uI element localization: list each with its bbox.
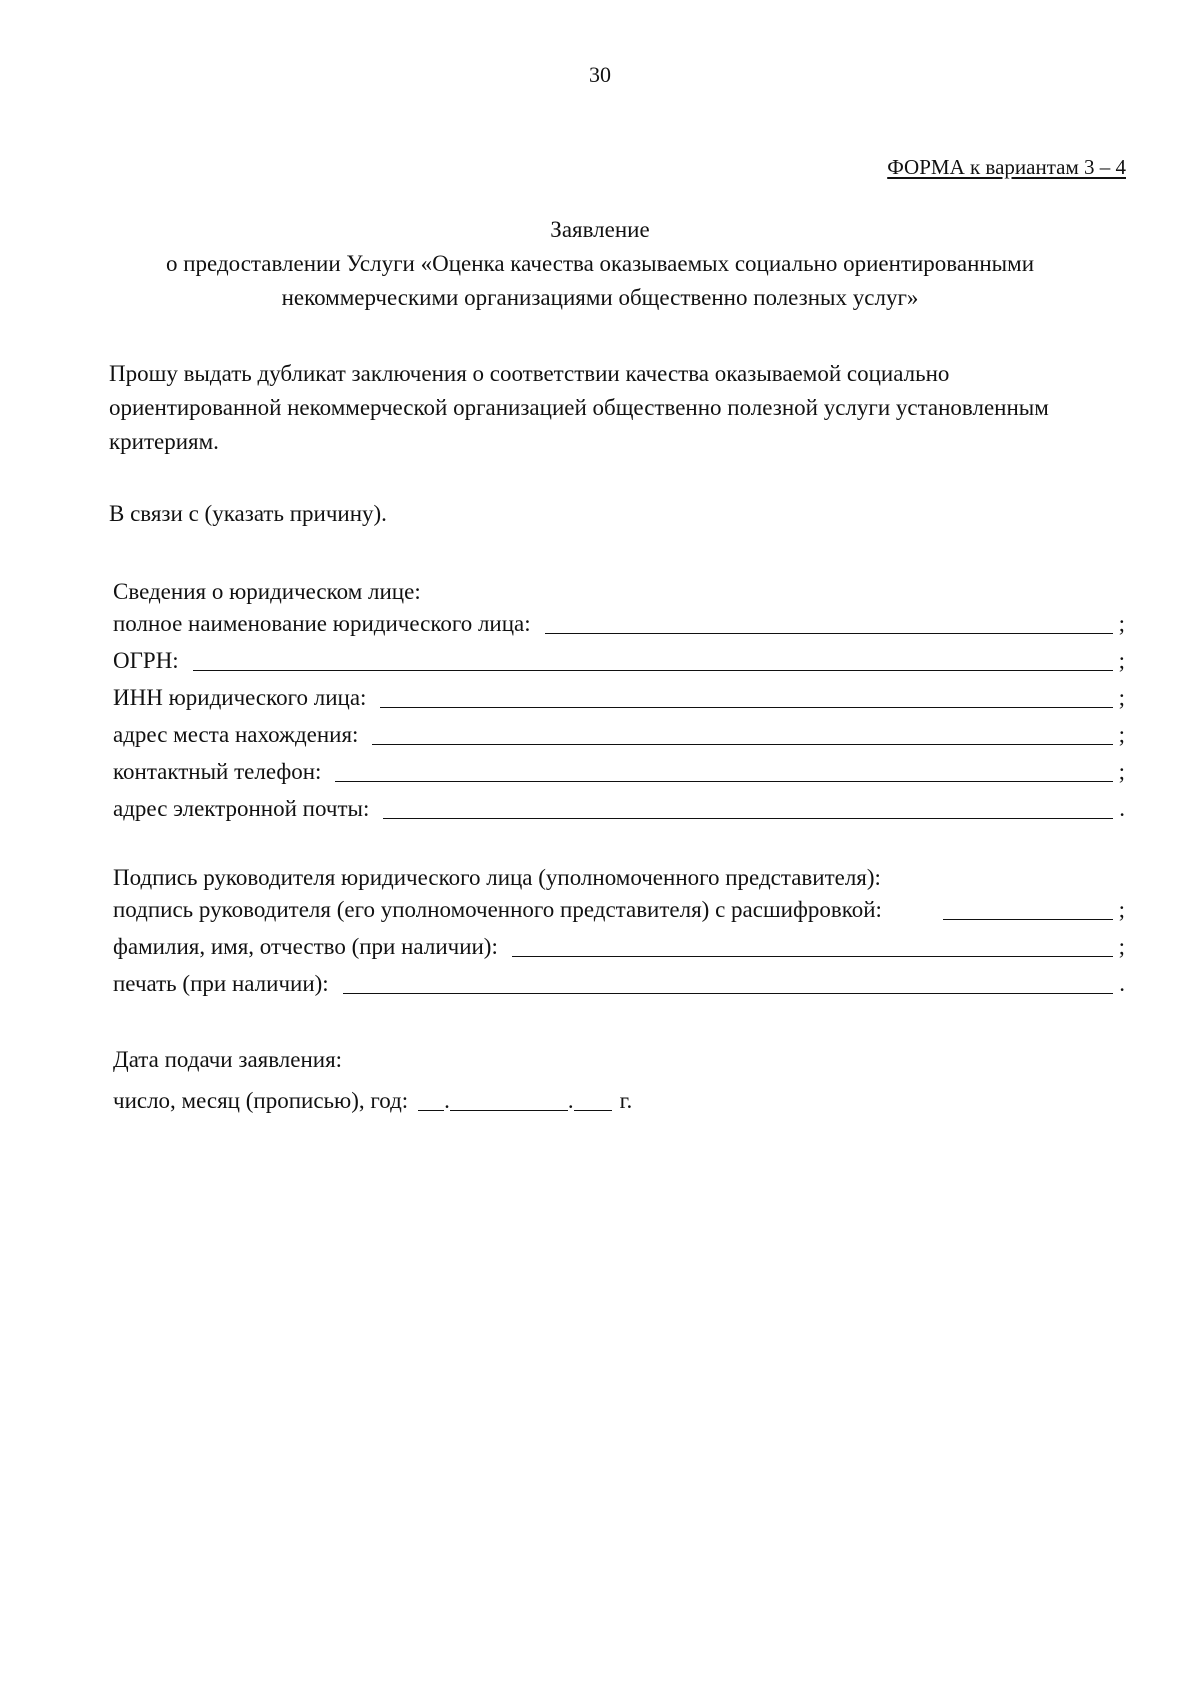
legal-entity-heading: Сведения о юридическом лице: bbox=[113, 579, 421, 604]
request-line-3: критериям. bbox=[109, 429, 219, 454]
field-label: ИНН юридического лица: bbox=[113, 685, 367, 710]
request-line-1: Прошу выдать дубликат заключения о соответствии качества оказываемой социально bbox=[109, 361, 950, 386]
field-full-person-name[interactable]: фамилия, имя, отчество (при наличии): ; bbox=[113, 934, 1125, 959]
fill-line[interactable] bbox=[343, 971, 1113, 994]
field-phone[interactable]: контактный телефон: ; bbox=[113, 759, 1125, 784]
field-signature[interactable]: подпись руководителя (его уполномоченного представителя) с расшифровкой: ; bbox=[113, 897, 1125, 922]
field-label: печать (при наличии): bbox=[113, 971, 329, 996]
fill-line[interactable] bbox=[512, 934, 1113, 957]
field-label: полное наименование юридического лица: bbox=[113, 611, 531, 636]
field-inn[interactable]: ИНН юридического лица: ; bbox=[113, 685, 1125, 710]
field-label: ОГРН: bbox=[113, 648, 179, 673]
title-line-3: некоммерческими организациями общественно полезных услуг» bbox=[281, 285, 919, 310]
date-label: число, месяц (прописью), год: bbox=[113, 1088, 409, 1113]
field-address[interactable]: адрес места нахождения: ; bbox=[113, 722, 1125, 747]
field-label: контактный телефон: bbox=[113, 759, 322, 784]
field-stamp[interactable]: печать (при наличии): . bbox=[113, 971, 1125, 996]
document-title bbox=[0, 213, 1200, 315]
year-blank[interactable] bbox=[574, 1088, 612, 1111]
signature-heading: Подпись руководителя юридического лица (уполномоченного представителя): bbox=[113, 865, 881, 890]
title-line-1: Заявление bbox=[550, 217, 650, 242]
page-number: 30 bbox=[589, 62, 611, 87]
fill-line[interactable] bbox=[372, 722, 1113, 745]
field-label: адрес места нахождения: bbox=[113, 722, 359, 747]
field-label: подпись руководителя (его уполномоченного представителя) с расшифровкой: bbox=[113, 897, 882, 922]
field-label: фамилия, имя, отчество (при наличии): bbox=[113, 934, 498, 959]
month-blank[interactable] bbox=[450, 1088, 568, 1111]
request-paragraph bbox=[109, 357, 1129, 459]
fill-line[interactable] bbox=[383, 796, 1113, 819]
fill-line[interactable] bbox=[943, 897, 1113, 920]
field-full-name[interactable]: полное наименование юридического лица: ; bbox=[113, 611, 1125, 636]
title-line-2: о предоставлении Услуги «Оценка качества оказываемых социально ориентированными bbox=[165, 251, 1034, 276]
date-heading: Дата подачи заявления: bbox=[113, 1047, 343, 1072]
date-field[interactable]: число, месяц (прописью), год: . . г. bbox=[113, 1088, 633, 1113]
day-blank[interactable] bbox=[418, 1088, 444, 1111]
fill-line[interactable] bbox=[545, 611, 1113, 634]
form-reference: ФОРМА к вариантам 3 – 4 bbox=[887, 155, 1126, 179]
fill-line[interactable] bbox=[193, 648, 1113, 671]
fill-line[interactable] bbox=[335, 759, 1113, 782]
field-ogrn[interactable]: ОГРН: ; bbox=[113, 648, 1125, 673]
request-line-2: ориентированной некоммерческой организацией общественно полезной услуги установленным bbox=[109, 395, 1049, 420]
field-label: адрес электронной почты: bbox=[113, 796, 370, 821]
reason-text: В связи с (указать причину). bbox=[109, 501, 387, 526]
fill-line[interactable] bbox=[380, 685, 1113, 708]
field-email[interactable]: адрес электронной почты: . bbox=[113, 796, 1125, 821]
